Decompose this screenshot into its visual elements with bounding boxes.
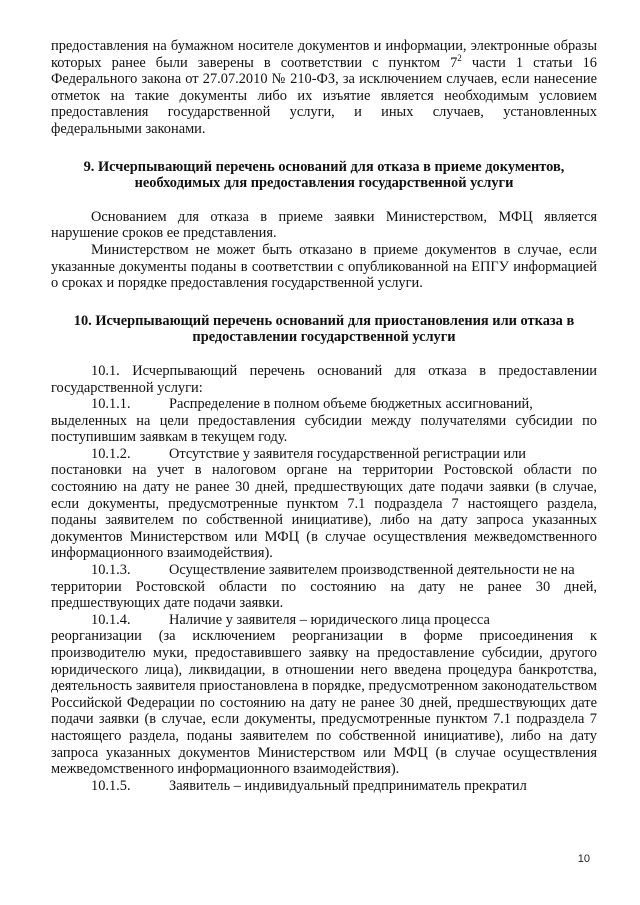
section9-paragraph-2: Министерством не может быть отказано в приеме документов в случае, если указанные документы поданы в соответствии с опубликованной на ЕПГУ информацией о сроках и порядке предоставления государственной услуги. <box>51 241 597 292</box>
clause-10-1-3 <box>51 562 597 612</box>
section9-heading <box>51 159 597 192</box>
intro-superscript: 2 <box>457 52 462 63</box>
clause-number: 10.1.3. <box>91 562 131 579</box>
intro-paragraph <box>51 38 597 138</box>
clause-first-line: Наличие у заявителя – юридического лица процесса <box>169 611 490 628</box>
clause-continuation: постановки на учет в налоговом органе на территории Ростовской области по состоянию на дату не ранее 30 дней, предшествующих дате подачи заявки (в случае, если документы, предусмотренные пунктом 7.1 подраздела 7 настоящего раздела, поданы заявителем по собственной инициативе), либо на дату запроса указанных документов Министерством или МФЦ (в случае осуществления межведомственного информационного взаимодействия). <box>51 462 597 562</box>
clause-10-1-2 <box>51 446 597 562</box>
clause-number: 10.1.2. <box>91 445 131 462</box>
document-page <box>51 38 597 794</box>
clause-10-1-4 <box>51 612 597 778</box>
clause-first-line: Распределение в полном объеме бюджетных ассигнований, <box>169 396 533 413</box>
intro-text: предоставления на бумажном носителе документов и информации, электронные образы которых ранее были заверены в соответствии с пунктом 7 <box>51 38 597 71</box>
section10-heading <box>51 313 597 346</box>
page-number: 10 <box>577 853 590 865</box>
clause-number: 10.1.4. <box>91 611 131 628</box>
section10-heading-line2: предоставлении государственной услуги <box>192 329 456 346</box>
clause-continuation: выделенных на цели предоставления субсидии между получателями субсидии по поступившим заявкам в текущем году. <box>51 412 597 446</box>
section9-heading-line1: 9. Исчерпывающий перечень оснований для отказа в приеме документов, <box>83 158 565 175</box>
clause-number: 10.1.5. <box>91 777 131 794</box>
clause-first-line: Заявитель – индивидуальный предприниматель прекратил <box>169 777 527 794</box>
clause-10-1-1 <box>51 396 597 446</box>
paragraph-10-1: 10.1. Исчерпывающий перечень оснований для отказа в предоставлении государственной услуги: <box>51 362 597 396</box>
clause-10-1-5 <box>51 778 597 795</box>
clause-first-line: Осуществление заявителем производственной деятельности не на <box>169 562 575 579</box>
clause-continuation: территории Ростовской области по состоянию на дату не ранее 30 дней, предшествующих дате подачи заявки. <box>51 578 597 612</box>
clause-number: 10.1.1. <box>91 396 131 413</box>
clause-first-line: Отсутствие у заявителя государственной регистрации или <box>169 445 526 462</box>
section9-paragraph-1: Основанием для отказа в приеме заявки Министерством, МФЦ является нарушение сроков ее представления. <box>51 208 597 242</box>
section9-heading-line2: необходимых для предоставления государственной услуги <box>134 175 514 192</box>
intro-text-after: части 1 статьи 16 Федерального закона от 27.07.2010 № 210-ФЗ, за исключением случаев, если нанесение отметок на такие документы либо их изъятие является необходимым условием предоставления государственной услуги, и иных случаев, установленных федеральными законами. <box>51 54 598 137</box>
section10-heading-line1: 10. Исчерпывающий перечень оснований для приостановления или отказа в <box>73 312 575 329</box>
clause-continuation: реорганизации (за исключением реорганизации в форме присоединения к производителю муки, предоставившего заявку на предоставление субсидии, другого юридического лица), ликвидации, в отношении него введена процедура банкротства, деятельность заявителя приостановлена в порядке, предусмотренном законодательством Российской Федерации по состоянию на дату не ранее 30 дней, предшествующих дате подачи заявки (в случае, если документы, предусмотренные пунктом 7.1 подраздела 7 настоящего раздела, поданы заявителем по собственной инициативе), либо на дату запроса указанных документов Министерством или МФЦ (в случае осуществления межведомственного информационного взаимодействия). <box>51 628 597 778</box>
